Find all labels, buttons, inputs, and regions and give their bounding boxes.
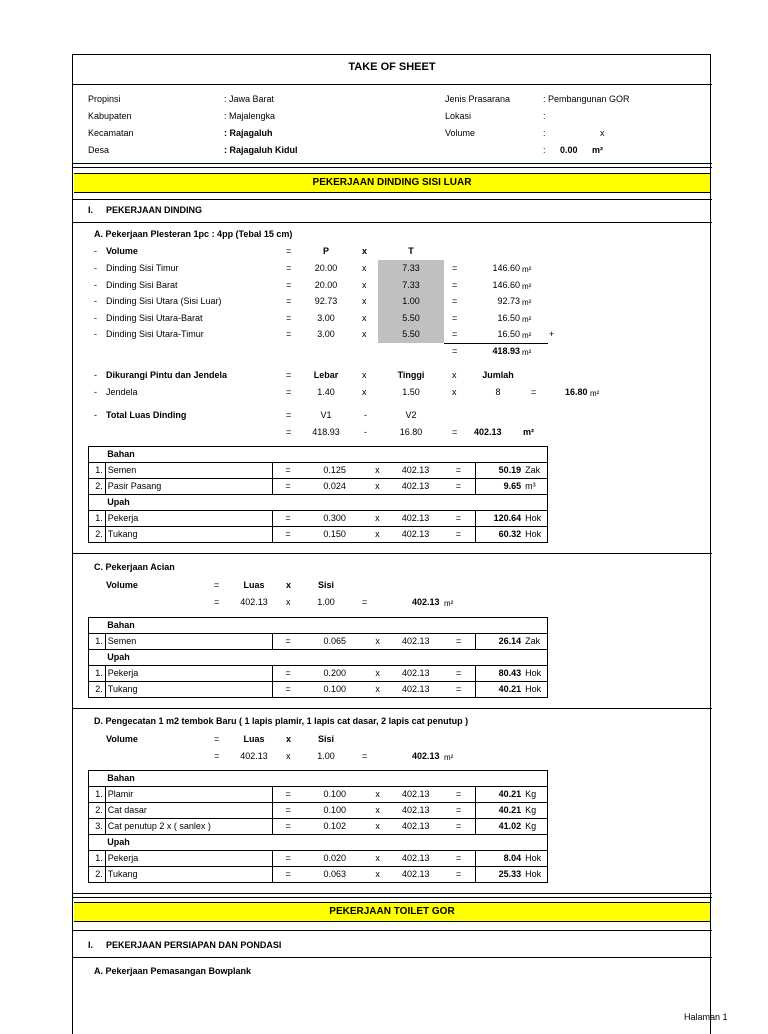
subsection-a-title: A. Pekerjaan Pemasangan Bowplank [94, 966, 252, 976]
unit: Hok [523, 527, 547, 543]
equals: = [272, 682, 303, 698]
times: x [286, 751, 291, 761]
info-label: Kecamatan [88, 128, 134, 138]
table-row [89, 479, 548, 495]
item-name: Tukang [105, 527, 272, 543]
times: x [362, 370, 367, 380]
result: 50.19 [475, 463, 523, 479]
volume: 402.13 [389, 511, 442, 527]
equals: = [286, 410, 292, 420]
coefficient: 0.100 [304, 682, 366, 698]
info-value: : [543, 111, 546, 121]
info-value: : Rajagaluh Kidul [224, 145, 298, 155]
upah-header-label: Upah [105, 650, 547, 666]
col-header-luas: Luas [243, 580, 265, 590]
times: x [366, 819, 389, 835]
value-luas: 402.13 [240, 597, 268, 607]
info-label: Propinsi [88, 94, 121, 104]
coefficient: 0.300 [303, 511, 365, 527]
table-row [89, 787, 548, 803]
equals: = [442, 511, 475, 527]
col-header-sisi: Sisi [317, 580, 334, 590]
result: 40.21 [476, 682, 524, 698]
unit: Hok [523, 682, 547, 698]
value-p: 3.00 [317, 329, 335, 339]
unit: Kg [523, 803, 547, 819]
unit-label: m² [522, 298, 532, 307]
result: 26.14 [476, 634, 524, 650]
heading-num: I. [88, 205, 94, 215]
row-number: 2. [89, 479, 106, 495]
times: x [366, 851, 389, 867]
volume: 402.13 [389, 803, 442, 819]
unit-label: m² [522, 314, 532, 324]
equals: = [442, 867, 475, 883]
info-value: : Rajagaluh [224, 128, 273, 138]
item-name: Pekerja [105, 666, 272, 682]
equals: = [272, 819, 303, 835]
result: 9.65 [475, 479, 523, 495]
info-value: : Jawa Barat [224, 94, 275, 104]
bahan-header [89, 447, 548, 463]
value-p: 92.73 [314, 296, 338, 306]
item-name: Plamir [105, 787, 272, 803]
coefficient: 0.150 [303, 527, 365, 543]
equals: = [452, 279, 458, 290]
volume: 402.13 [389, 851, 442, 867]
v1-label: V1 [320, 410, 332, 420]
equals: = [362, 597, 368, 607]
volume-result: 402.13 [412, 597, 440, 607]
upah-header [89, 495, 548, 511]
equals: = [452, 427, 458, 437]
equals: = [442, 682, 475, 698]
item-name: Cat penutup 2 x ( sanlex ) [105, 819, 272, 835]
value-t: 5.50 [402, 329, 420, 339]
result: 40.21 [476, 787, 524, 803]
result: 40.21 [476, 803, 524, 819]
v2-label: V2 [405, 410, 417, 420]
info-value: : [543, 128, 546, 138]
equals: = [272, 634, 303, 650]
unit-label: m² [522, 265, 532, 274]
equals: = [442, 479, 475, 495]
result-value: 146.60 [492, 263, 520, 273]
equals: = [272, 787, 303, 803]
table-row [89, 819, 548, 835]
times: x [366, 527, 389, 543]
equals: = [286, 246, 292, 256]
volume-label: Volume [106, 734, 138, 744]
equals: = [214, 597, 220, 607]
equals: = [442, 851, 475, 867]
bullet: - [94, 312, 97, 323]
times: x [366, 867, 389, 883]
volume: 402.13 [389, 527, 442, 543]
title-divider [72, 84, 712, 85]
bahan-header-label: Bahan [105, 618, 547, 634]
upah-header-label: Upah [105, 495, 547, 511]
value-t: 7.33 [402, 279, 420, 290]
result: 60.32 [475, 527, 523, 543]
divider [72, 199, 712, 200]
equals: = [286, 312, 292, 323]
section-banner-toilet: PEKERJAAN TOILET GOR [74, 902, 710, 922]
upah-header-label: Upah [105, 835, 547, 851]
volume-result: 402.13 [412, 751, 440, 761]
row-label: Dinding Sisi Timur [106, 263, 179, 273]
value-p: 3.00 [317, 312, 335, 323]
equals: = [452, 312, 458, 323]
section-heading: PEKERJAAN DINDING [106, 205, 203, 215]
col-header-p: P [322, 246, 329, 256]
value-sisi: 1.00 [317, 597, 335, 607]
volume: 402.13 [389, 463, 442, 479]
table-row [89, 527, 548, 543]
material-table-a [88, 446, 548, 543]
table-row [89, 867, 548, 883]
equals: = [286, 387, 292, 397]
equals: = [442, 787, 475, 803]
row-number: 1. [89, 787, 106, 803]
col-header-tinggi: Tinggi [397, 370, 425, 380]
item-name: Pekerja [105, 851, 272, 867]
item-name: Pekerja [105, 511, 272, 527]
times: x [366, 463, 389, 479]
table-row [89, 666, 548, 682]
total-luas-value: 402.13 [474, 427, 502, 437]
equals: = [442, 666, 475, 682]
sum-line [444, 343, 548, 344]
bullet: - [94, 387, 97, 397]
row-number: 1. [89, 463, 106, 479]
value-p: 20.00 [314, 279, 338, 290]
upah-header [89, 835, 548, 851]
value-p: 20.00 [314, 263, 338, 273]
col-header-sisi: Sisi [317, 734, 334, 744]
coefficient: 0.100 [304, 787, 366, 803]
row-label: Dinding Sisi Utara-Barat [106, 312, 203, 323]
item-name: Tukang [105, 867, 272, 883]
equals: = [452, 329, 458, 339]
row-number: 3. [89, 819, 106, 835]
info-divider-2 [72, 167, 712, 168]
equals: = [442, 634, 475, 650]
result: 8.04 [476, 851, 524, 867]
deduction-label: Dikurangi Pintu dan Jendela [106, 370, 228, 380]
unit-label: m² [522, 331, 532, 340]
equals: = [272, 867, 303, 883]
row-label: Jendela [106, 387, 138, 397]
times: x [362, 279, 367, 290]
unit: Hok [523, 867, 547, 883]
value-t: 7.33 [402, 263, 420, 273]
row-label: Dinding Sisi Utara (Sisi Luar) [106, 296, 222, 306]
table-row [89, 511, 548, 527]
info-label: Lokasi [445, 111, 472, 121]
equals: = [272, 803, 303, 819]
unit-label: m² [444, 753, 454, 762]
row-number: 1. [89, 634, 106, 650]
times: x [366, 803, 389, 819]
sheet-frame [72, 54, 711, 1034]
times: x [452, 370, 457, 380]
table-row [89, 851, 548, 867]
unit: Kg [523, 819, 547, 835]
volume-label: Volume [106, 580, 138, 590]
info-value: : Pembangunan GOR [543, 94, 630, 104]
times: x [286, 597, 291, 607]
result: 41.02 [476, 819, 524, 835]
col-header-lebar: Lebar [313, 370, 339, 380]
upah-header [89, 650, 548, 666]
equals: = [272, 527, 303, 543]
times: x [362, 263, 367, 273]
subsection-d-title: D. Pengecatan 1 m2 tembok Baru ( 1 lapis plamir, 1 lapis cat dasar, 2 lapis cat penutup ) [94, 716, 469, 726]
value-lebar: 1.40 [317, 387, 335, 397]
table-row [89, 463, 548, 479]
minus: - [364, 427, 367, 437]
volume: 402.13 [389, 634, 442, 650]
volume-unit: m² [592, 145, 603, 155]
bullet: - [94, 296, 97, 306]
equals: = [452, 346, 458, 356]
volume: 402.13 [389, 682, 442, 698]
result: 80.43 [476, 666, 524, 682]
unit: Kg [523, 787, 547, 803]
row-number: 1. [89, 666, 106, 682]
equals: = [214, 734, 220, 744]
divider [72, 957, 712, 958]
subsection-a-title: A. Pekerjaan Plesteran 1pc : 4pp (Tebal 15 cm) [94, 229, 293, 239]
equals: = [452, 296, 458, 306]
times: x [362, 329, 367, 339]
coefficient: 0.063 [304, 867, 366, 883]
info-divider [72, 163, 712, 164]
section-heading: PEKERJAAN PERSIAPAN DAN PONDASI [106, 940, 282, 950]
times: x [286, 734, 292, 744]
times: x [452, 387, 457, 397]
equals: = [442, 463, 475, 479]
bahan-header-label: Bahan [105, 771, 547, 787]
bahan-header [89, 771, 548, 787]
times: x [366, 634, 389, 650]
unit-label: m² [590, 389, 600, 398]
equals: = [214, 580, 220, 590]
equals: = [272, 479, 303, 495]
info-label: Jenis Prasarana [445, 94, 511, 104]
row-label: Dinding Sisi Utara-Timur [106, 329, 204, 339]
item-name: Cat dasar [105, 803, 272, 819]
coefficient: 0.065 [304, 634, 366, 650]
unit: Hok [523, 511, 547, 527]
coefficient: 0.100 [304, 803, 366, 819]
equals: = [286, 279, 292, 290]
total-unit: m² [522, 348, 532, 357]
bullet: - [94, 279, 97, 290]
col-header-t: T [408, 246, 414, 256]
divider [72, 893, 712, 894]
times: x [366, 666, 389, 682]
item-name: Semen [105, 634, 272, 650]
row-number: 2. [89, 682, 106, 698]
volume: 402.13 [389, 666, 442, 682]
equals: = [286, 370, 292, 380]
bullet: - [94, 329, 97, 339]
divider [72, 930, 712, 931]
item-name: Pasir Pasang [105, 479, 272, 495]
volume: 402.13 [389, 867, 442, 883]
unit: m³ [523, 479, 547, 495]
bahan-header [89, 618, 548, 634]
divider-2 [72, 897, 712, 898]
value-t: 1.00 [402, 296, 420, 306]
value-b: 16.80 [399, 427, 423, 437]
times: x [286, 580, 292, 590]
equals: = [272, 463, 303, 479]
result-value: 92.73 [497, 296, 520, 306]
table-row [89, 682, 548, 698]
unit-label: m² [522, 281, 532, 291]
value-tinggi: 1.50 [402, 387, 420, 397]
equals: = [531, 387, 537, 397]
info-value: : Majalengka [224, 111, 276, 121]
times: x [366, 511, 389, 527]
equals: = [272, 666, 303, 682]
unit: Zak [523, 463, 547, 479]
volume: 402.13 [389, 819, 442, 835]
value-sisi: 1.00 [317, 751, 335, 761]
plus-sign: + [549, 329, 555, 339]
volume: 402.13 [389, 787, 442, 803]
bullet: - [94, 370, 97, 380]
equals: = [286, 296, 292, 306]
divider [72, 708, 712, 709]
coefficient: 0.102 [304, 819, 366, 835]
times: x [362, 387, 367, 397]
times: x [366, 787, 389, 803]
equals: = [362, 751, 368, 761]
total-luas-unit: m² [523, 427, 534, 437]
equals: = [442, 803, 475, 819]
equals: = [286, 329, 292, 339]
equals: = [442, 527, 475, 543]
equals: = [286, 263, 292, 273]
equals: = [272, 511, 303, 527]
total-value: 418.93 [492, 346, 520, 356]
page-number: Halaman 1 [684, 1012, 728, 1022]
result-value: 16.50 [497, 329, 520, 339]
equals: = [286, 427, 292, 437]
value-luas: 402.13 [240, 751, 268, 761]
bullet: - [94, 263, 97, 273]
deduction-result: 16.80 [565, 387, 588, 397]
info-label: Kabupaten [88, 111, 132, 121]
equals: = [272, 851, 303, 867]
result: 25.33 [476, 867, 524, 883]
coefficient: 0.125 [303, 463, 365, 479]
equals: = [452, 263, 458, 273]
info-value: : [543, 145, 546, 155]
coefficient: 0.200 [304, 666, 366, 682]
coefficient: 0.020 [304, 851, 366, 867]
divider [72, 222, 712, 223]
value-jumlah: 8 [495, 387, 501, 397]
item-name: Tukang [105, 682, 272, 698]
row-number: 2. [89, 803, 106, 819]
col-header-jumlah: Jumlah [482, 370, 514, 380]
material-table-c [88, 617, 548, 698]
info-label: Volume [445, 128, 476, 138]
equals: = [214, 751, 220, 761]
info-label: Desa [88, 145, 110, 155]
page-title: TAKE OF SHEET [348, 61, 436, 73]
item-name: Semen [105, 463, 272, 479]
volume-value: 0.00 [560, 145, 578, 155]
unit: Zak [523, 634, 547, 650]
result-value: 16.50 [497, 312, 520, 323]
row-number: 1. [89, 511, 106, 527]
row-number: 2. [89, 867, 106, 883]
volume: 402.13 [389, 479, 442, 495]
equals: = [442, 819, 475, 835]
table-row [89, 803, 548, 819]
material-table-d [88, 770, 548, 883]
table-row [89, 634, 548, 650]
value-t: 5.50 [402, 312, 420, 323]
coefficient: 0.024 [303, 479, 365, 495]
result-value: 146.60 [492, 279, 520, 290]
times: x [366, 479, 389, 495]
row-number: 1. [89, 851, 106, 867]
times: x [362, 312, 367, 323]
result: 120.64 [475, 511, 523, 527]
unit-label: m² [444, 599, 454, 608]
minus: - [364, 410, 367, 420]
divider [72, 553, 712, 554]
subsection-c-title: C. Pekerjaan Acian [94, 562, 175, 572]
info-extra: x [600, 128, 605, 138]
col-header-luas: Luas [243, 734, 265, 744]
value-a: 418.93 [312, 427, 340, 437]
bullet: - [94, 246, 97, 256]
unit: Hok [523, 666, 547, 682]
times: x [362, 246, 368, 256]
volume-label: Volume [106, 246, 138, 256]
total-luas-label: Total Luas Dinding [106, 410, 187, 420]
unit: Hok [523, 851, 547, 867]
row-number: 2. [89, 527, 106, 543]
heading-num: I. [88, 940, 94, 950]
bahan-header-label: Bahan [105, 447, 547, 463]
row-label: Dinding Sisi Barat [106, 279, 178, 290]
bullet: - [94, 410, 97, 420]
times: x [366, 682, 389, 698]
section-banner-dinding: PEKERJAAN DINDING SISI LUAR [74, 173, 710, 193]
times: x [362, 296, 367, 306]
